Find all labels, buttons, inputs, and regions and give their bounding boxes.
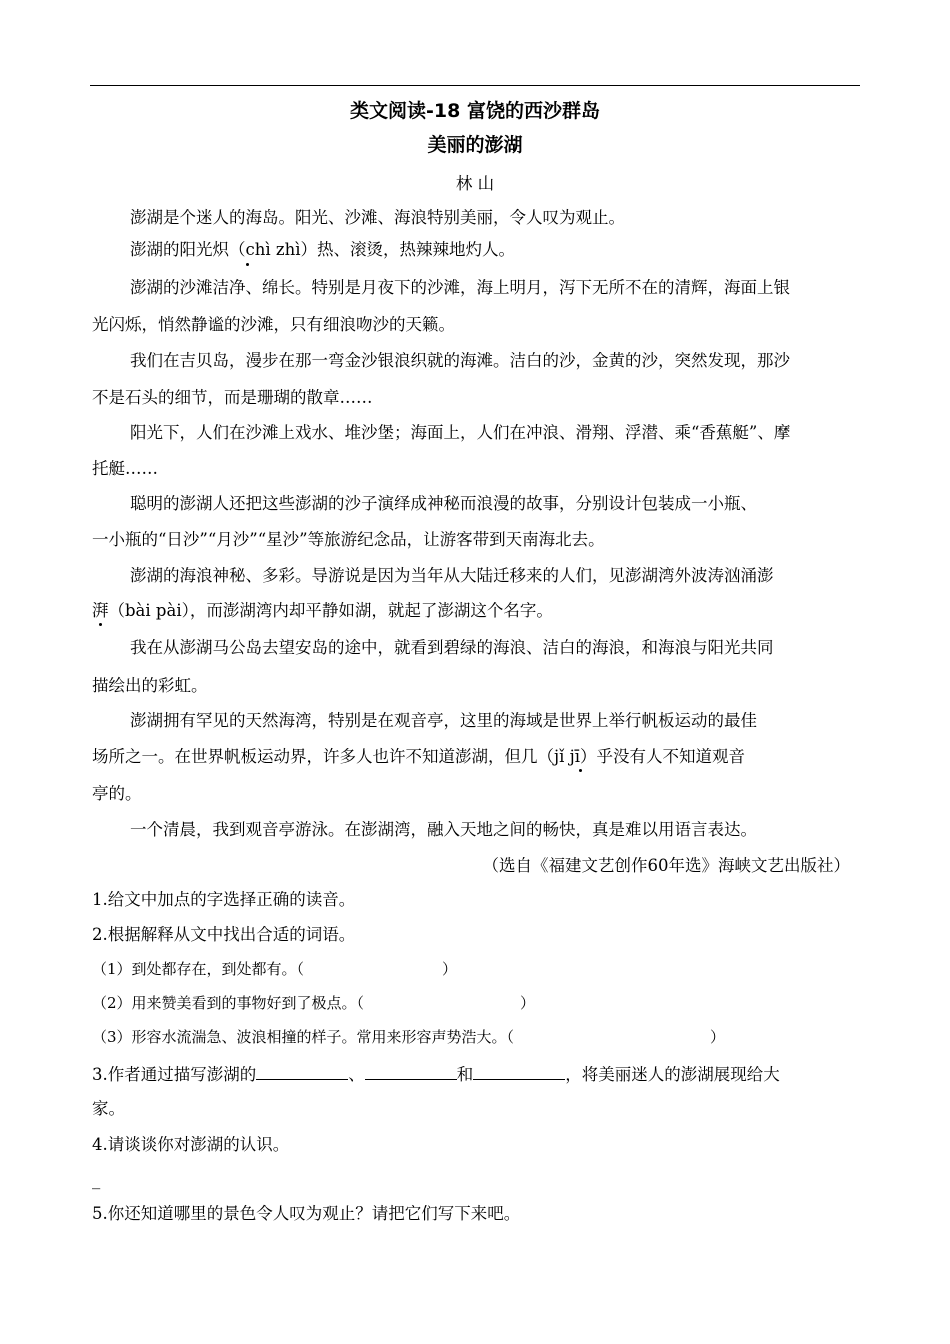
question-2: 2.根据解释从文中找出合适的词语。	[92, 925, 356, 944]
question-2-item-1: （1）到处都存在，到处都有。（	[92, 960, 305, 978]
question-2-item-3: （3）形容水流湍急、波浪相撞的样子。常用来形容声势浩大。（	[92, 1028, 515, 1046]
paragraph-line: 阳光下，人们在沙滩上戏水、堆沙堡；海面上，人们在冲浪、滑翔、浮潜、乘“香蕉艇”、摩	[130, 423, 791, 442]
paragraph-line: 不是石头的细节，而是珊瑚的散章……	[92, 388, 373, 407]
page-title: 类文阅读-18 富饶的西沙群岛	[350, 100, 600, 122]
answer-paren-close: ）	[442, 960, 458, 978]
emphasis-dot	[246, 263, 249, 266]
paragraph-line: 湃（bài pài），而澎湖湾内却平静如湖，就起了澎湖这个名字。	[92, 601, 553, 620]
question-1: 1.给文中加点的字选择正确的读音。	[92, 890, 356, 909]
paragraph-line: 澎湖的沙滩洁净、绵长。特别是月夜下的沙滩，海上明月，泻下无所不在的清辉，海面上银	[130, 278, 790, 297]
question-3-cont: 家。	[92, 1099, 125, 1118]
answer-line[interactable]: _	[92, 1170, 101, 1189]
paragraph-line: 澎湖的海浪神秘、多彩。导游说是因为当年从大陆迁移来的人们，见澎湖湾外波涛汹涌澎	[130, 566, 774, 585]
paragraph-line: 澎湖的阳光炽（chì zhì）热、滚烫，热辣辣地灼人。	[130, 240, 515, 259]
paragraph-line: 我在从澎湖马公岛去望安岛的途中，就看到碧绿的海浪、洁白的海浪，和海浪与阳光共同	[130, 638, 774, 657]
author: 林 山	[455, 174, 495, 193]
answer-blank[interactable]	[365, 1061, 457, 1080]
question-2-item-2: （2）用来赞美看到的事物好到了极点。（	[92, 994, 365, 1012]
answer-paren-close: ）	[710, 1028, 726, 1046]
answer-blank[interactable]	[473, 1061, 565, 1080]
paragraph-line: 聪明的澎湖人还把这些澎湖的沙子演绎成神秘而浪漫的故事，分别设计包装成一小瓶、	[130, 494, 757, 513]
emphasis-dot	[579, 769, 582, 772]
question-3: 3.作者通过描写澎湖的 、 和 ，将美丽迷人的澎湖展现给大	[92, 1061, 780, 1086]
emphasis-dot	[99, 623, 102, 626]
question-5: 5.你还知道哪里的景色令人叹为观止？请把它们写下来吧。	[92, 1204, 521, 1223]
header-rule	[90, 85, 860, 86]
paragraph-line: 场所之一。在世界帆板运动界，许多人也许不知道澎湖，但几（jǐ jī）乎没有人不知道观音	[92, 747, 746, 766]
source-citation: （选自《福建文艺创作60年选》海峡文艺出版社）	[482, 856, 850, 875]
paragraph-line: 我们在吉贝岛，漫步在那一弯金沙银浪织就的海滩。洁白的沙，金黄的沙，突然发现，那沙	[130, 351, 790, 370]
paragraph-line: 描绘出的彩虹。	[92, 676, 208, 695]
article-title: 美丽的澎湖	[427, 134, 523, 156]
answer-paren-close: ）	[520, 994, 536, 1012]
question-4: 4.请谈谈你对澎湖的认识。	[92, 1135, 290, 1154]
paragraph-line: 澎湖拥有罕见的天然海湾，特别是在观音亭，这里的海域是世界上举行帆板运动的最佳	[130, 711, 757, 730]
answer-blank[interactable]	[256, 1061, 348, 1080]
paragraph-line: 托艇……	[92, 459, 158, 478]
paragraph-line: 亭的。	[92, 784, 142, 803]
paragraph-line: 一个清晨，我到观音亭游泳。在澎湖湾，融入天地之间的畅快，真是难以用语言表达。	[130, 820, 757, 839]
paragraph-line: 一小瓶的“日沙”“月沙”“星沙”等旅游纪念品，让游客带到天南海北去。	[92, 530, 605, 549]
paragraph-line: 光闪烁，悄然静谧的沙滩，只有细浪吻沙的天籁。	[92, 315, 455, 334]
paragraph-line: 澎湖是个迷人的海岛。阳光、沙滩、海浪特别美丽，令人叹为观止。	[130, 208, 625, 227]
